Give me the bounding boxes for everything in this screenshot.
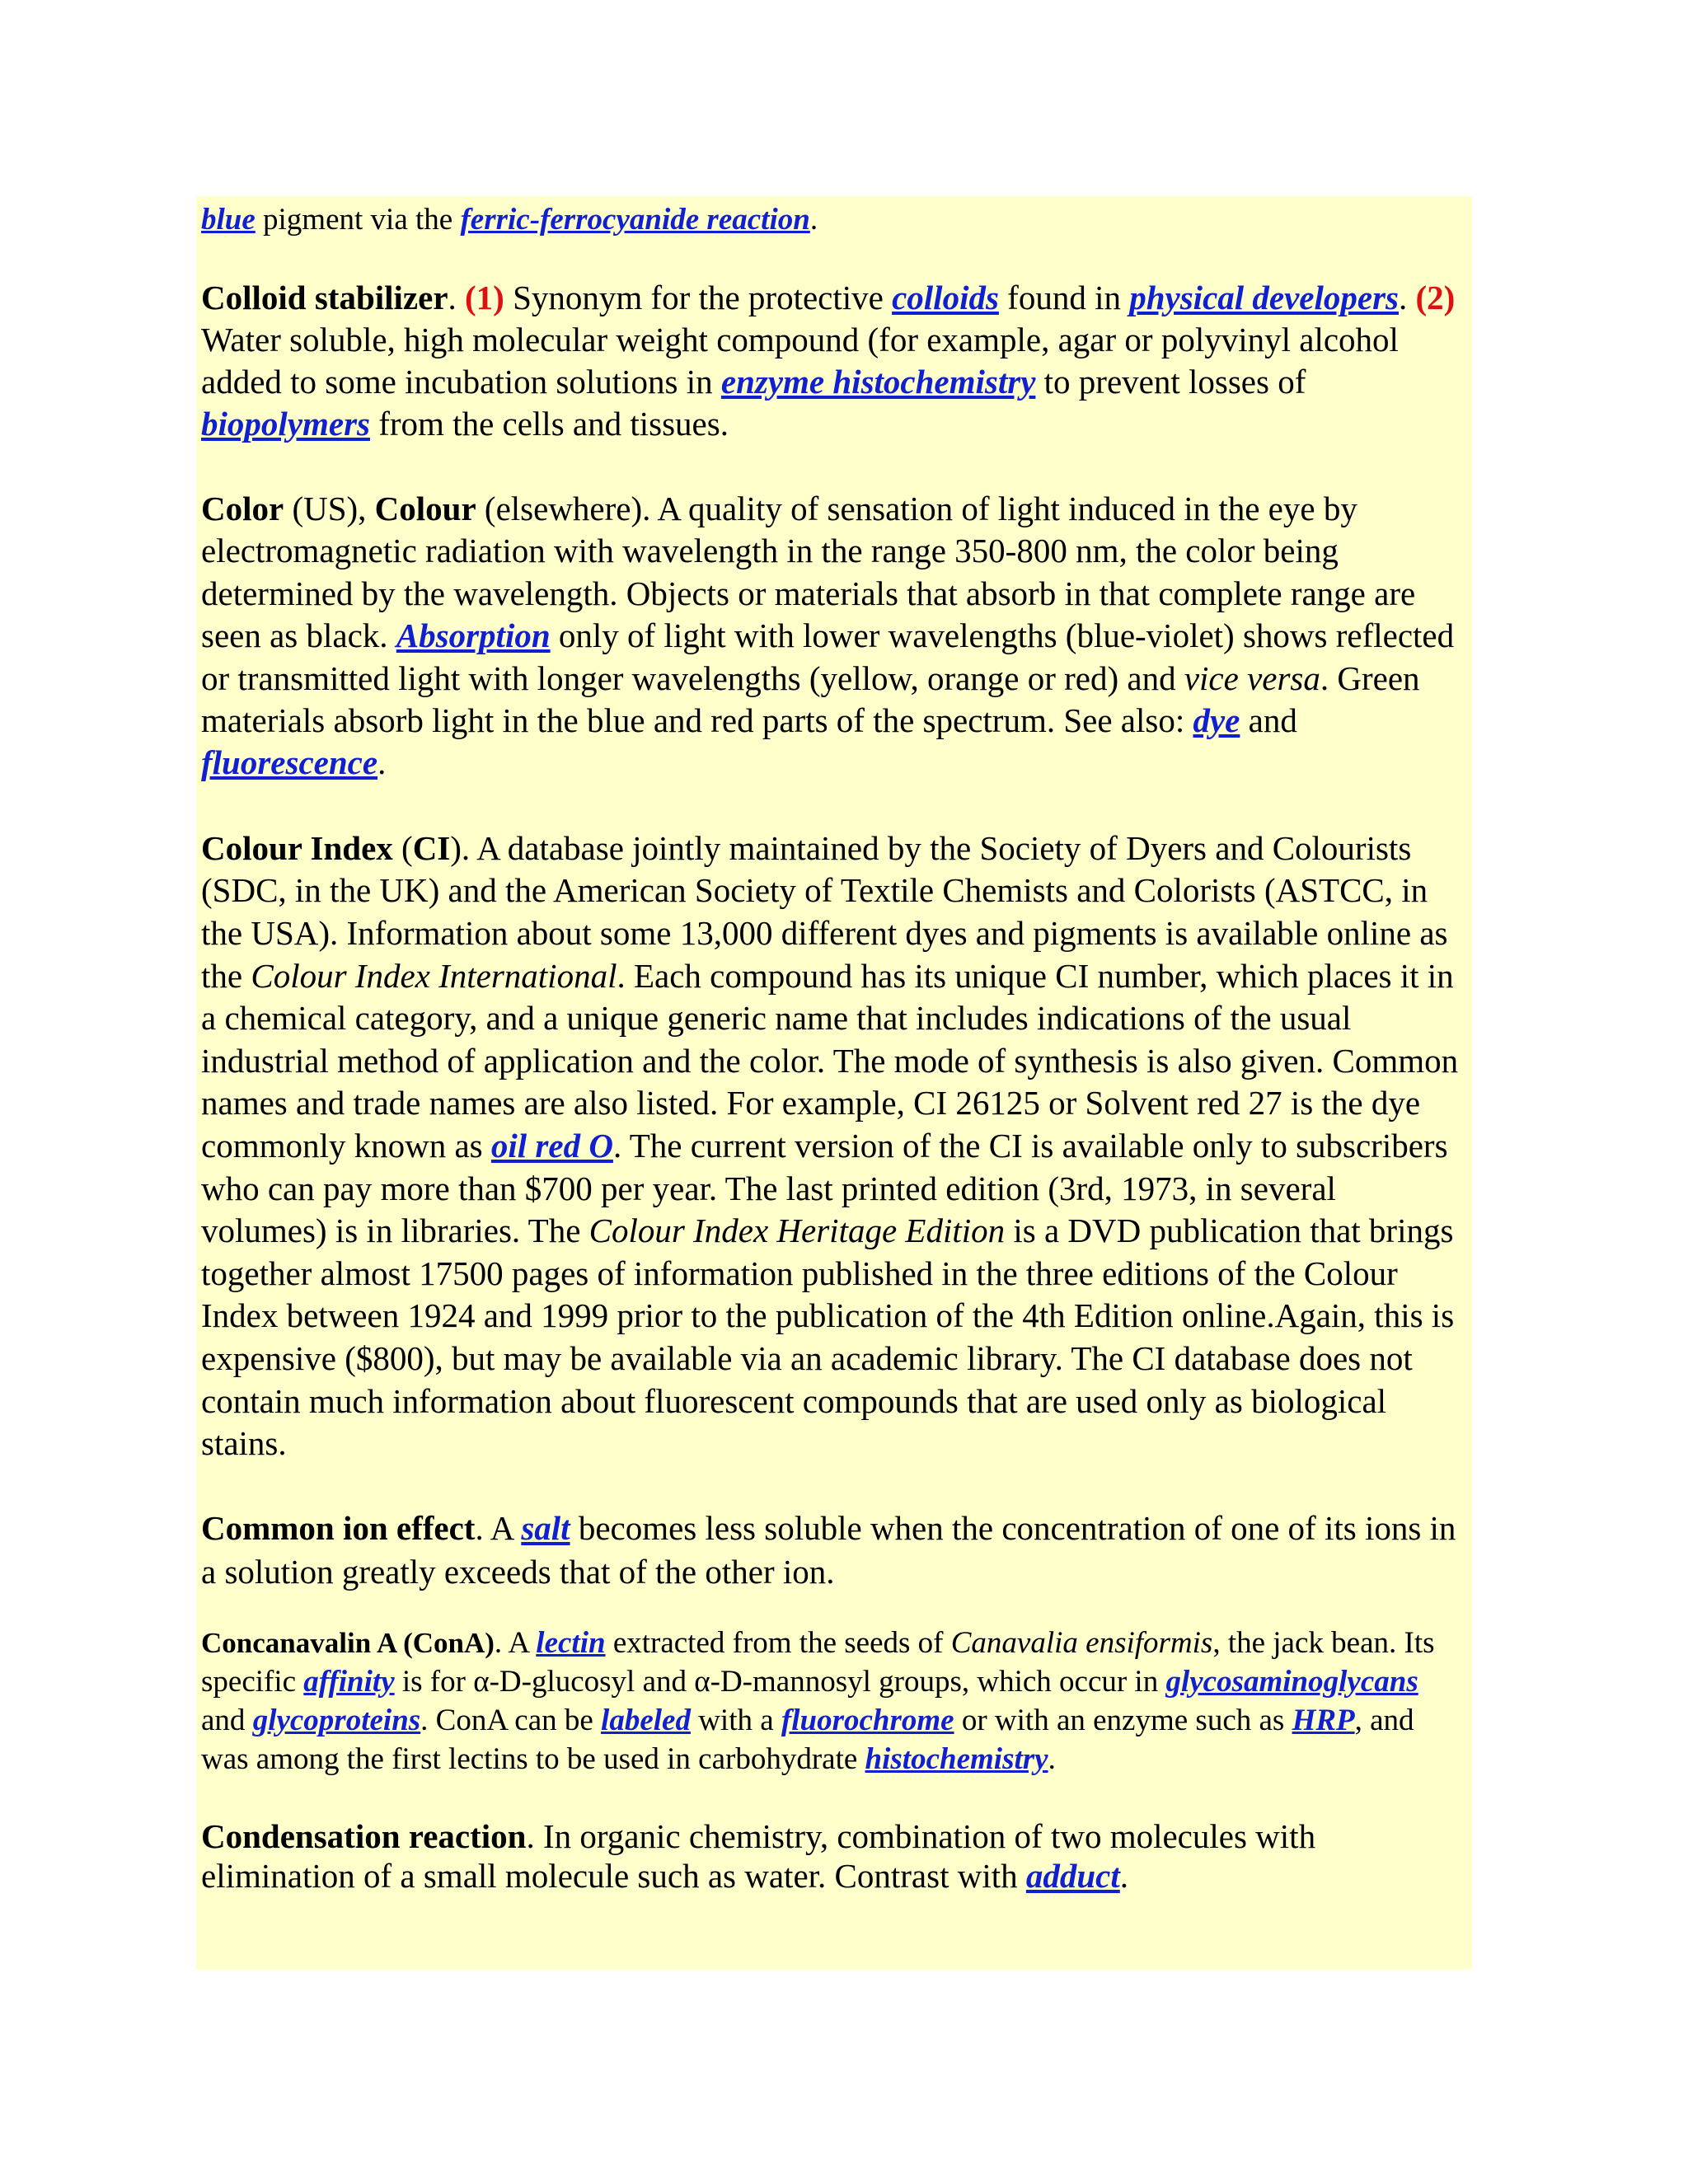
text: extracted from the seeds of [605,1625,951,1660]
text: becomes less soluble when the concentration of one of its ions in a solution greatly exceeds that of the other ion. [201,1508,1456,1591]
text: . A [494,1625,537,1660]
italic-term: Colour Index Heritage Edition [588,1212,1006,1250]
text: . [1119,1856,1129,1895]
link-labeled[interactable]: labeled [601,1703,691,1737]
link-enzyme-histochemistry[interactable]: enzyme histochemistry [720,363,1036,401]
text: . In organic chemistry, combination of two molecules with elimination of a small molecule such as water. Contrast with [201,1816,1316,1895]
abbreviation: CI [412,828,451,867]
link-physical-developers[interactable]: physical developers [1129,279,1399,316]
text: pigment via the [255,203,461,237]
text: . [1048,1741,1056,1776]
entry-common-ion-effect [201,1507,1467,1594]
link-dye[interactable]: dye [1193,701,1240,740]
text: (elsewhere). A quality of sensation of light induced in the eye by electromagnetic radiation with wavelength in the range 350-800 nm, the color being determined by the wavelength. Objects or materials that absorb in that complete range are seen as black. [201,490,1416,655]
text: . [377,743,387,782]
link-colloids[interactable]: colloids [892,279,999,316]
headword: Colour Index [201,828,393,867]
text: . [1399,279,1416,316]
entry-color [201,488,1467,785]
link-fluorochrome[interactable]: fluorochrome [781,1703,954,1737]
text: only of light with lower wavelengths (blue-violet) shows reflected or transmitted light with longer wavelengths (yellow, orange or red) and [201,616,1455,697]
italic-term: vice versa [1184,658,1320,697]
link-hrp[interactable]: HRP [1292,1703,1355,1737]
link-glycosaminoglycans[interactable]: glycosaminoglycans [1165,1664,1418,1699]
sense-number: (1) [465,279,504,316]
link-biopolymers[interactable]: biopolymers [201,405,370,443]
sense-number: (2) [1415,279,1456,316]
text: to prevent losses of [1035,363,1306,401]
text: . ConA can be [420,1703,602,1737]
text: with a [690,1703,781,1737]
glossary-page [196,196,1472,1970]
headword: Condensation reaction [201,1816,527,1855]
link-affinity[interactable]: affinity [303,1664,395,1699]
text: . Green materials absorb light in the blue and red parts of the spectrum. See also: [201,658,1420,740]
text: . [448,279,466,316]
headword: Colloid stabilizer [201,279,448,316]
headword: Colour [374,490,476,527]
headword: Common ion effect [201,1508,476,1547]
link-absorption[interactable]: Absorption [396,616,551,655]
link-oil-red-o[interactable]: oil red O [490,1127,613,1165]
headword: Concanavalin A (ConA) [201,1626,495,1659]
text: and [1240,701,1297,740]
text: is for α-D-glucosyl and α-D-mannosyl groups, which occur in [394,1664,1166,1699]
italic-term: Colour Index International [251,956,617,995]
entry-blue-continuation [201,199,1467,241]
text: is a DVD publication that brings together almost 17500 pages of information published in the three editions of the Colour Index between 1924 and 1999 prior to the publication of the 4th Edition online.Again, this is expensive ($800), but may be available via an academic library. The CI database does not contain much information about fluorescent compounds that are used only as biological stains. [201,1212,1455,1463]
link-ferric-ferrocyanide-reaction[interactable]: ferric-ferrocyanide reaction [460,203,810,237]
text: , and was among the first lectins to be used in carbohydrate [201,1703,1414,1776]
link-salt[interactable]: salt [521,1508,570,1547]
italic-term: Canavalia ensiformis [950,1625,1213,1660]
text: . [809,203,818,237]
entry-colour-index [201,827,1467,1465]
text: ). A database jointly maintained by the Society of Dyers and Colourists (SDC, in the UK) and the American Society of Textile Chemists and Colorists (ASTCC, in the USA). Information about some 13,000 different dyes and pigments is available online as the [201,828,1448,995]
text: Synonym for the protective [504,279,893,316]
entry-condensation-reaction [201,1816,1467,1896]
text: (US), [284,490,375,527]
text: . Each compound has its unique CI number, which places it in a chemical category, and a unique generic name that includes indications of the usual industrial method of application and the color. The mode of synthesis is also given. Common names and trade names are also listed. For example, CI 26125 or Solvent red 27 is the dye commonly known as [201,956,1459,1165]
link-histochemistry[interactable]: histochemistry [865,1741,1048,1776]
link-lectin[interactable]: lectin [536,1625,606,1660]
link-glycoproteins[interactable]: glycoproteins [252,1703,421,1737]
text: Water soluble, high molecular weight compound (for example, agar or polyvinyl alcohol added to some incubation solutions in [201,321,1399,401]
headword: Color [201,490,284,527]
text: , the jack bean. Its specific [201,1625,1435,1699]
text: or with an enzyme such as [954,1703,1292,1737]
text: and [201,1703,253,1737]
entry-colloid-stabilizer [201,277,1467,445]
text: . A [475,1508,522,1547]
link-adduct[interactable]: adduct [1025,1856,1120,1895]
link-blue[interactable]: blue [201,203,256,237]
text: ( [392,828,413,867]
link-fluorescence[interactable]: fluorescence [201,743,378,782]
entry-concanavalin-a [201,1624,1467,1779]
text: found in [998,279,1130,316]
text: from the cells and tissues. [369,405,729,443]
text: . The current version of the CI is available only to subscribers who can pay more than $700 per year. The last printed edition (3rd, 1973, in several volumes) is in libraries. The [201,1127,1448,1250]
